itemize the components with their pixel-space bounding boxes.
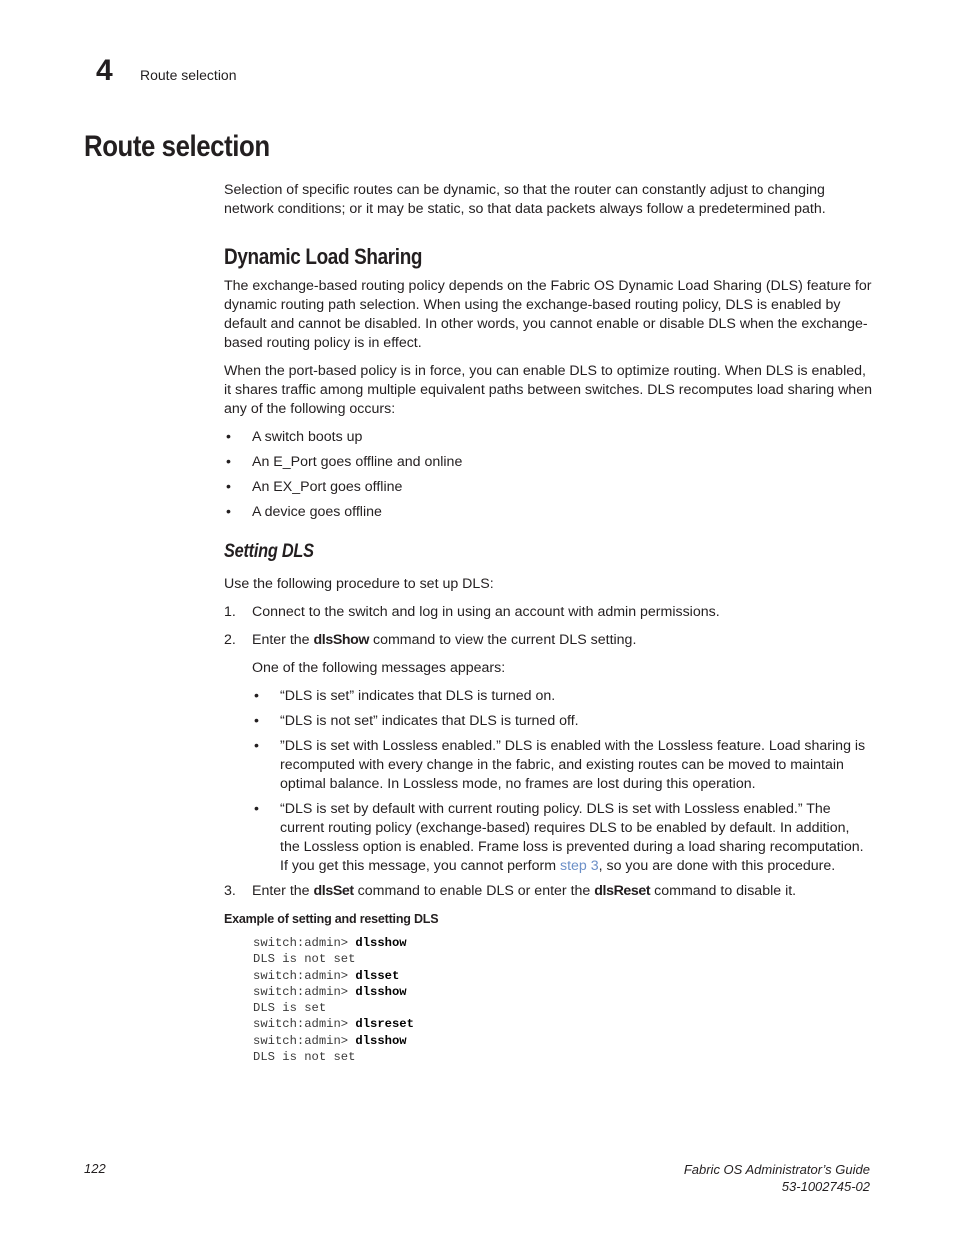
code-prompt: switch:admin> bbox=[253, 1033, 356, 1048]
dls-trigger-list bbox=[224, 428, 872, 522]
code-prompt: switch:admin> bbox=[253, 1017, 356, 1032]
step-text: command to view the current DLS setting. bbox=[369, 632, 637, 648]
list-item: • “DLS is not set” indicates that DLS is turned off. bbox=[252, 712, 872, 731]
message-text: , so you are done with this procedure. bbox=[598, 858, 836, 874]
step-text: command to disable it. bbox=[650, 883, 797, 899]
section-intro: Selection of specific routes can be dynamic, so that the router can constantly adjust to changing network conditions; or it may be static, so that data packets always follow a predetermined path. bbox=[224, 182, 826, 217]
doc-number: 53-1002745-02 bbox=[781, 1179, 870, 1194]
code-prompt: switch:admin> bbox=[253, 984, 356, 999]
body-content bbox=[224, 181, 872, 1065]
code-command: dlsreset bbox=[355, 1017, 414, 1032]
list-item bbox=[252, 800, 872, 876]
command-name: dlsSet bbox=[313, 883, 354, 899]
list-item: • ”DLS is set with Lossless enabled.” DLS is enabled with the Lossless feature. Load sharing is recomputed with every change in the fabric, and existing routes can be moved to maintain optimal balance. In Lossless mode, no frames are lost during this operation. bbox=[252, 737, 872, 794]
code-prompt: switch:admin> bbox=[253, 968, 356, 983]
code-command: dlsset bbox=[355, 968, 400, 983]
step-number: 3. bbox=[224, 883, 236, 899]
message-text: “DLS is set by default with current routing policy. DLS is set with Lossless enabled.” The current routing policy (exchange-based) requires DLS to be enabled by default. In addition, the Lossless option is enabled. Frame loss is prevented during a load sharing recomputation. If you get this message, you cannot perform bbox=[280, 801, 864, 874]
command-name: dlsReset bbox=[594, 883, 651, 899]
command-name: dlsShow bbox=[313, 632, 370, 648]
code-output: DLS is set bbox=[253, 1001, 327, 1016]
dls-heading: Dynamic Load Sharing bbox=[224, 244, 423, 269]
procedure-step-3 bbox=[224, 882, 872, 901]
step-3-link[interactable]: step 3 bbox=[559, 858, 599, 874]
code-command: dlsshow bbox=[355, 984, 407, 999]
dls-paragraph-1: The exchange-based routing policy depends on the Fabric OS Dynamic Load Sharing (DLS) feature for dynamic routing path selection. When using the exchange-based routing policy, DLS is enabled by default and cannot be disabled. In other words, you cannot enable or disable DLS when the exchange-based routing policy is in effect. bbox=[224, 278, 872, 351]
running-header bbox=[96, 54, 237, 88]
step-text: command to enable DLS or enter the bbox=[353, 883, 595, 899]
code-prompt: switch:admin> bbox=[253, 936, 356, 950]
step-number: 1. bbox=[224, 604, 236, 620]
messages-intro: One of the following messages appears: bbox=[252, 660, 506, 676]
step-text: Connect to the switch and log in using an account with admin permissions. bbox=[252, 604, 720, 620]
doc-title: Fabric OS Administrator’s Guide bbox=[683, 1162, 870, 1177]
list-item: • A device goes offline bbox=[224, 503, 872, 522]
chapter-number: 4 bbox=[96, 54, 113, 87]
code-command: dlsshow bbox=[355, 1033, 407, 1048]
footer-doc-info bbox=[684, 1161, 870, 1195]
list-item: • An EX_Port goes offline bbox=[224, 478, 872, 497]
code-output: DLS is not set bbox=[253, 952, 356, 967]
list-item: • A switch boots up bbox=[224, 428, 872, 447]
setting-dls-heading: Setting DLS bbox=[224, 541, 314, 562]
page-number: 122 bbox=[84, 1161, 106, 1176]
step-text: Enter the bbox=[252, 883, 314, 899]
example-title: Example of setting and resetting DLS bbox=[224, 912, 439, 926]
code-command: dlsshow bbox=[355, 936, 407, 950]
step-text: Enter the bbox=[252, 632, 314, 648]
code-output: DLS is not set bbox=[253, 1050, 356, 1065]
procedure-intro: Use the following procedure to set up DLS: bbox=[224, 576, 494, 592]
section-title: Route selection bbox=[84, 130, 270, 163]
procedure-step-1 bbox=[224, 603, 872, 622]
step-number: 2. bbox=[224, 632, 236, 648]
message-list bbox=[252, 687, 872, 876]
code-example bbox=[224, 935, 872, 1065]
running-head-title: Route selection bbox=[140, 67, 237, 83]
procedure-step-2 bbox=[224, 631, 872, 876]
list-item: • An E_Port goes offline and online bbox=[224, 453, 872, 472]
dls-paragraph-2: When the port-based policy is in force, you can enable DLS to optimize routing. When DLS is enabled, it shares traffic among multiple equivalent paths between switches. DLS recomputes load sharing when any of the following occurs: bbox=[224, 363, 872, 417]
list-item: • “DLS is set” indicates that DLS is turned on. bbox=[252, 687, 872, 706]
